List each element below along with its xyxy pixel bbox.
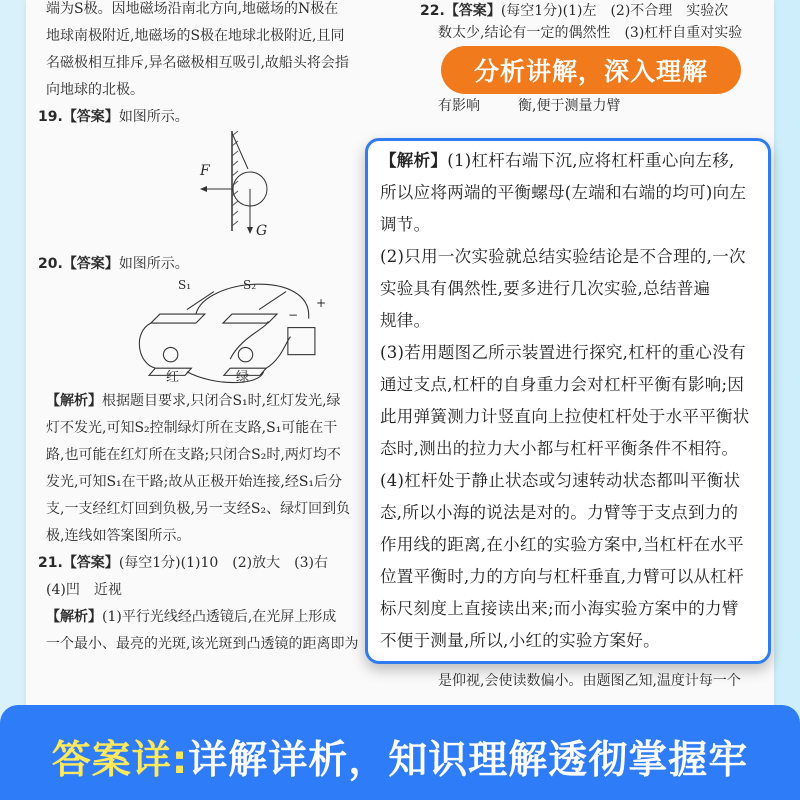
text-line: 数太少,结论有一定的偶然性 (3)杠杆自重对实验	[438, 25, 743, 41]
answer-label: 【答案】	[62, 555, 119, 571]
q20-answer	[38, 251, 358, 278]
text-line: 位置平衡时,力的方向与杠杆垂直,力臂可以从杠杆	[380, 567, 744, 586]
text-line: 发光,可知S₁在干路;故从正极开始连接,经S₁后分	[46, 474, 343, 490]
text-line: (2)只用一次实验就总结实验结论是不合理的,一次	[380, 247, 746, 266]
text-line: 不便于测量,所以,小红的实验方案好。	[380, 631, 660, 650]
banner-text: 详解详析，知识理解透彻掌握牢	[188, 738, 749, 783]
answer-text: 如图所示。	[118, 109, 189, 125]
text-line: 极,连线如答案图所示。	[46, 528, 191, 544]
q-number: 20.	[38, 256, 63, 272]
minus-label: −	[288, 308, 299, 322]
text-line: 所以应将两端的平衡螺母(左端和右端的均可)向左	[380, 183, 747, 202]
text-line: (3)若用题图乙所示装置进行探究,杠杆的重心没有	[380, 343, 746, 362]
text-line: 态时,测出的拉力大小都与杠杆平衡条件不相符。	[380, 439, 739, 458]
force-label: F	[200, 163, 210, 179]
s2-label: S₂	[243, 278, 257, 292]
answer-label: 【答案】	[62, 256, 119, 272]
text-line: 实验具有偶然性,要多进行几次实验,总结普遍	[380, 279, 711, 298]
text-line: 通过支点,杠杆的自身重力会对杠杆平衡有影响;因	[380, 375, 745, 394]
analysis-label: 【解析】	[46, 609, 102, 625]
text-line: 规律。	[380, 311, 431, 330]
banner-highlight: 答案详:	[51, 738, 189, 783]
answer-text: (每空1分)(1)左 (2)不合理 实验次	[500, 3, 729, 19]
text-line: (4)凹 近视	[46, 582, 122, 598]
text-line: (1)杠杆右端下沉,应将杠杆重心向左移,	[447, 151, 735, 170]
answer-label: 【答案】	[444, 3, 501, 19]
left-column	[38, 0, 358, 658]
text-line: 向地球的北极。	[46, 82, 144, 98]
text-line: (4)杠杆处于静止状态或匀速转动状态都叫平衡状	[380, 471, 741, 490]
text-line: 支,一支经红灯回到负极,另一支经S₂、绿灯回到负	[46, 501, 351, 517]
q-number: 19.	[38, 109, 63, 125]
promo-banner	[0, 705, 800, 800]
analysis-label: 【解析】	[46, 393, 102, 409]
q20-analysis	[38, 388, 358, 415]
answer-text: (每空1分)(1)10 (2)放大 (3)右	[118, 555, 328, 571]
red-lamp-label: 红	[166, 370, 180, 385]
analysis-callout-box	[365, 138, 771, 664]
q22-answer	[420, 0, 770, 22]
answer-text: 如图所示。	[118, 256, 189, 272]
text-line: 调节。	[380, 215, 431, 234]
highlight-pill: 分析讲解，深入理解	[441, 46, 741, 94]
text-line: 名磁极相互排斥,异名磁极相互吸引,故船头将会指	[46, 55, 349, 71]
q19-figure	[38, 131, 358, 251]
text-line: 此用弹簧测力计竖直向上拉使杠杆处于水平平衡状	[380, 407, 750, 426]
text-line: 态,所以小海的说法是对的。力臂等于支点到力的	[380, 503, 739, 522]
q20-circuit-figure	[38, 278, 358, 388]
text-line: 一个最小、最亮的光斑,该光斑到凸透镜的距离即为	[46, 636, 359, 652]
gravity-label: G	[256, 223, 268, 239]
q21-answer	[38, 550, 358, 577]
analysis-label: 【解析】	[380, 151, 448, 170]
answer-label: 【答案】	[62, 109, 119, 125]
text-line: 有影响	[438, 98, 480, 114]
text-line: 作用线的距离,在小红的实验方案中,当杠杆在水平	[380, 535, 744, 554]
text-line: 路,也可能在红灯所在支路;只闭合S₂时,两灯均不	[46, 447, 341, 463]
text-line: 端为S极。因地磁场沿南北方向,地磁场的N极在	[46, 1, 339, 17]
s1-label: S₁	[178, 278, 192, 292]
q21-analysis	[38, 604, 358, 631]
q19-answer	[38, 104, 358, 131]
text-line: 衡,便于测量力臂	[518, 98, 621, 114]
plus-label: +	[316, 296, 327, 310]
text-line: 灯不发光,可知S₂控制绿灯所在支路,S₁可能在干	[46, 420, 338, 436]
q-number: 22.	[420, 3, 445, 19]
text-line: 是仰视,会使读数偏小。由题图乙知,温度计每一个	[438, 673, 741, 689]
text-line: (1)平行光线经凸透镜后,在光屏上形成	[102, 609, 337, 625]
green-lamp-label: 绿	[236, 370, 250, 385]
text-line: 地球南极附近,地磁场的S极在地球北极附近,且同	[46, 28, 345, 44]
text-line: 根据题目要求,只闭合S₁时,红灯发光,绿	[102, 393, 341, 409]
q-number: 21.	[38, 555, 63, 571]
text-line: 标尺刻度上直接读出来;而小海实验方案中的力臂	[380, 599, 739, 618]
